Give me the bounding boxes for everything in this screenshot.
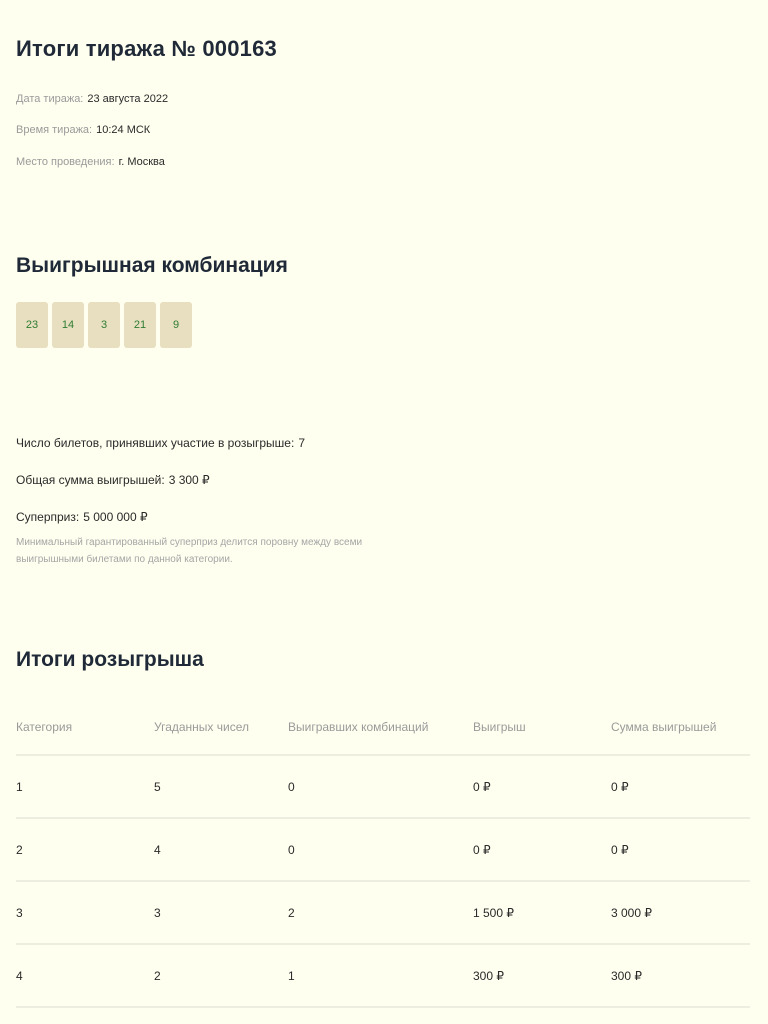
column-header-winning-combos: Выигравших комбинаций [288,720,429,734]
draw-time-value: 10:24 МСК [96,124,151,136]
cell-matched: 3 [154,905,161,920]
draw-place-label: Место проведения: [16,156,115,168]
table-row [16,756,750,819]
cell-prize: 1 500 ₽ [473,905,514,920]
draw-date [16,93,168,105]
cell-winning-combos: 0 [288,779,295,794]
column-header-matched: Угаданных чисел [154,720,249,734]
tickets-count-value: 7 [298,436,305,450]
cell-total: 0 ₽ [611,842,629,857]
table-row [16,819,750,882]
tickets-count [16,436,305,450]
draw-date-value: 23 августа 2022 [87,93,169,105]
column-header-category: Категория [16,720,73,734]
winning-number-ball: 14 [52,302,84,348]
superprize-value: 5 000 000 ₽ [83,510,148,524]
page-title: Итоги тиража № 000163 [16,36,277,61]
table-row [16,945,750,1008]
total-winnings-value: 3 300 ₽ [168,473,210,487]
draw-time-label: Время тиража: [16,124,93,136]
winning-number-ball: 3 [88,302,120,348]
cell-prize: 0 ₽ [473,779,491,794]
cell-matched: 4 [154,842,161,857]
superprize [16,510,148,524]
cell-category: 3 [16,905,23,920]
cell-matched: 2 [154,968,161,983]
draw-place-value: г. Москва [118,156,165,168]
cell-category: 1 [16,779,23,794]
winning-combination-title: Выигрышная комбинация [16,254,288,277]
total-winnings [16,473,210,487]
cell-category: 4 [16,968,23,983]
draw-date-label: Дата тиража: [16,93,84,105]
winning-number-ball: 9 [160,302,192,348]
cell-prize: 300 ₽ [473,968,504,983]
cell-winning-combos: 1 [288,968,295,983]
results-table [16,700,750,1008]
cell-matched: 5 [154,779,161,794]
draw-place [16,156,165,168]
cell-winning-combos: 2 [288,905,295,920]
winning-numbers [16,302,192,348]
column-header-total: Сумма выигрышей [611,720,717,734]
superprize-label: Суперприз: [16,510,80,524]
results-title: Итоги розыгрыша [16,648,204,671]
table-row [16,882,750,945]
total-winnings-label: Общая сумма выигрышей: [16,473,165,487]
column-header-prize: Выигрыш [473,720,526,734]
cell-total: 300 ₽ [611,968,642,983]
cell-total: 3 000 ₽ [611,905,652,920]
cell-category: 2 [16,842,23,857]
winning-number-ball: 23 [16,302,48,348]
cell-winning-combos: 0 [288,842,295,857]
cell-prize: 0 ₽ [473,842,491,857]
cell-total: 0 ₽ [611,779,629,794]
table-header [16,700,750,756]
tickets-count-label: Число билетов, принявших участие в розыгрыше: [16,436,295,450]
winning-number-ball: 21 [124,302,156,348]
superprize-note: Минимальный гарантированный суперприз делится поровну между всеми выигрышными билетами по данной категории. [16,537,363,565]
draw-time [16,124,150,136]
